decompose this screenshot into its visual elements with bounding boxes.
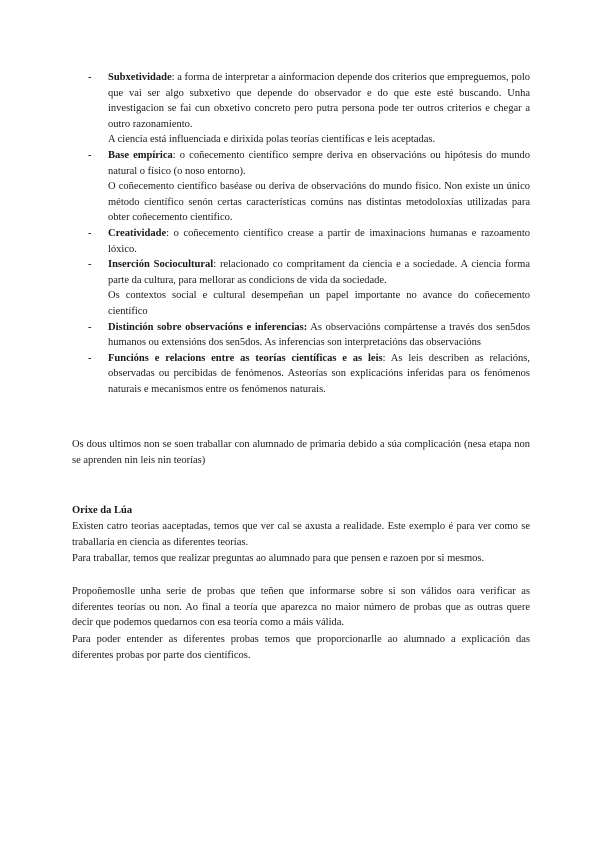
bullet-dash: - xyxy=(88,149,92,161)
list-item xyxy=(88,148,530,226)
list-item-term: Creatividade xyxy=(108,227,167,239)
list-item xyxy=(88,257,530,319)
list-item-term: Subxetividade xyxy=(108,72,172,83)
list-item-paragraph xyxy=(108,351,530,398)
list-item-term: Distinción sobre observacións e inferencias: xyxy=(108,321,308,333)
bullet-dash: - xyxy=(88,259,92,271)
list-item xyxy=(88,351,530,398)
list-item-paragraph xyxy=(108,70,530,132)
section-paragraph: Existen catro teorias aaceptadas, temos que ver cal se axusta a realidade. Este exemplo é para ver como se traballaría en ciencia as diferentes teorías. xyxy=(72,521,530,548)
section-paragraph: Propoñemoslle unha serie de probas que teñen que informarse sobre si son válidos oara verificar as diferentes teorías ou non. Ao final a teoría que aparezca no maior número de probas que as outras quere decir que podemos quedarnos con esa teoría como a máis válida. xyxy=(72,586,530,629)
list-item-paragraph: Os contextos social e cultural desempeñan un papel importante no avance do coñecemento científico xyxy=(108,290,530,317)
list-item-text: : a forma de interpretar a ainformacion depende dos criterios que empreguemos, polo que vai ser algo subxetivo que depende do observador e do que este esté buscando. Unha investigacion se fai cun obxetivo concreto pero putra persona pode ter outros criterios e chegar a outro razonamiento. xyxy=(108,72,530,130)
list-item xyxy=(88,70,530,148)
bullet-dash: - xyxy=(88,321,92,333)
list-item-text: : As leis describen as relacións, observadas ou percibidas de fenómenos. Asteorías son explicacións inferidas para os fenómenos naturais e mecanismos entre os fenómenos naturais. xyxy=(108,352,530,395)
closing-paragraph: Os dous ultimos non se soen traballar con alumnado de primaria debido a súa complicación (nesa etapa non se aprenden nin leis nin teorías) xyxy=(72,439,530,466)
bullet-dash: - xyxy=(88,352,92,364)
list-item-term: Inserción Sociocultural xyxy=(108,259,214,271)
characteristics-list xyxy=(88,70,530,397)
list-item-text: : o coñecemento científico sempre deriva en observacións ou hipótesis do mundo natural o físico (o noso entorno). xyxy=(108,149,530,177)
list-item-term: Funcións e relacions entre as teorías científicas e as leis xyxy=(108,352,383,364)
section-paragraph: Para poder entender as diferentes probas temos que proporcionarlle ao alumnado a explicación das diferentes probas por parte dos científicos. xyxy=(72,634,530,661)
list-item-paragraph xyxy=(108,148,530,179)
list-item-text: As observacións compártense a través dos sen5dos humanos ou extensións dos sen5dos. As inferencias son interpretacións das observacións xyxy=(108,321,530,349)
list-item-text: : relacionado co compritament da ciencia e a sociedade. A ciencia forma parte da cultura, para mellorar as condicions de vida da sociedade. xyxy=(108,259,531,286)
list-item-term: Base empírica xyxy=(108,149,173,161)
list-item-paragraph xyxy=(108,257,530,288)
section-heading: Orixe da Lúa xyxy=(72,505,133,516)
list-item-paragraph: A ciencia está influenciada e dirixida polas teorías científicas e leis aceptadas. xyxy=(108,134,436,146)
bullet-dash: - xyxy=(88,227,92,239)
section-paragraph: Para traballar, temos que realizar preguntas ao alumnado para que pensen e razoen por si mesmos. xyxy=(72,553,485,564)
bullet-dash: - xyxy=(88,72,92,83)
list-item xyxy=(88,226,530,257)
list-item-text: : o coñecemento científico crease a partir de imaxinacions humanas e razoamento lóxico. xyxy=(108,227,530,255)
list-item xyxy=(88,320,530,351)
list-item-paragraph xyxy=(108,226,530,257)
list-item-paragraph xyxy=(108,320,530,351)
list-item-paragraph: O coñecemento científico baséase ou deriva de observacións do mundo físico. Non existe un único método científico senón certas características comúns nas distintas metodoloxías utilizadas para obter coñecemento científico. xyxy=(108,181,530,224)
